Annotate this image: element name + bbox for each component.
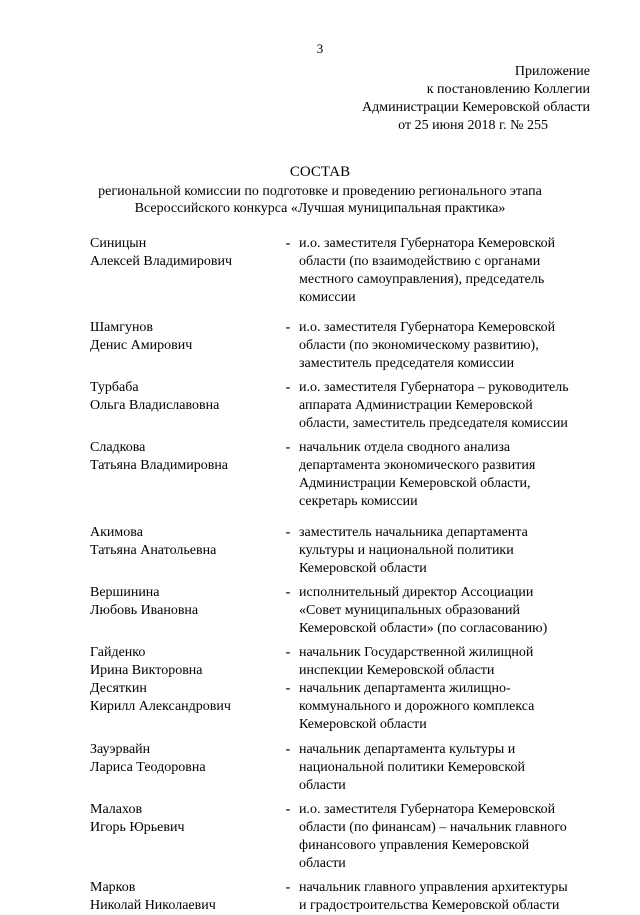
members-list	[0, 235, 640, 915]
document-title: СОСТАВ	[289, 164, 351, 180]
subtitle-line: Всероссийского конкурса «Лучшая муниципальная практика»	[134, 201, 506, 216]
member-role-line: национальной политики Кемеровской	[299, 760, 525, 775]
member-role-line: департамента экономического развития	[299, 458, 536, 473]
member-entry	[0, 524, 640, 578]
member-surname: Десяткин	[90, 681, 147, 696]
document-subtitle	[0, 183, 640, 217]
member-entry	[0, 741, 640, 795]
member-role-line: начальник главного управления архитектуры	[299, 880, 568, 895]
member-role-line: и градостроительства Кемеровской области	[299, 898, 560, 913]
member-name	[90, 584, 280, 620]
member-given-names: Игорь Юрьевич	[90, 820, 185, 835]
member-role-line: комиссии	[299, 290, 356, 305]
member-given-names: Николай Николаевич	[90, 898, 216, 913]
member-entry	[0, 584, 640, 638]
appendix-line: к постановлению Коллегии	[426, 82, 590, 97]
member-role	[299, 741, 599, 795]
member-role-line: финансового управления Кемеровской	[299, 838, 530, 853]
member-role-line: заместитель начальника департамента	[299, 525, 528, 540]
member-role-line: начальник Государственной жилищной	[299, 645, 534, 660]
member-surname: Акимова	[90, 525, 143, 540]
member-role-line: области, заместитель председателя комиссии	[299, 416, 568, 431]
member-entry	[0, 439, 640, 511]
page-number: 3	[316, 41, 324, 56]
member-name	[90, 319, 280, 355]
member-given-names: Татьяна Анатольевна	[90, 543, 217, 558]
member-entry	[0, 801, 640, 873]
member-role-line: исполнительный директор Ассоциации	[299, 585, 534, 600]
member-role-line: местного самоуправления), председатель	[299, 272, 545, 287]
member-role	[299, 879, 599, 915]
dash-separator: -	[285, 236, 291, 251]
appendix-line: Приложение	[514, 64, 590, 79]
member-role-line: области	[299, 856, 346, 871]
member-role-line: области (по экономическому развитию),	[299, 338, 539, 353]
member-name	[90, 680, 280, 716]
member-entry	[0, 379, 640, 433]
member-role	[299, 644, 599, 680]
member-role-line: начальник отдела сводного анализа	[299, 440, 511, 455]
member-surname: Малахов	[90, 802, 143, 817]
member-entry	[0, 879, 640, 915]
dash-separator: -	[285, 585, 291, 600]
dash-separator: -	[285, 742, 291, 757]
member-given-names: Татьяна Владимировна	[90, 458, 229, 473]
dash-separator: -	[285, 320, 291, 335]
member-surname: Сладкова	[90, 440, 146, 455]
member-role-line: и.о. заместителя Губернатора Кемеровской	[299, 320, 556, 335]
member-given-names: Алексей Владимирович	[90, 254, 233, 269]
member-surname: Синицын	[90, 236, 147, 251]
member-surname: Гайденко	[90, 645, 146, 660]
member-surname: Вершинина	[90, 585, 160, 600]
member-role-line: и.о. заместителя Губернатора Кемеровской	[299, 802, 556, 817]
member-given-names: Лариса Теодоровна	[90, 760, 206, 775]
member-role	[299, 439, 599, 511]
dash-separator: -	[285, 681, 291, 696]
dash-separator: -	[285, 440, 291, 455]
member-role-line: области (по взаимодействию с органами	[299, 254, 541, 269]
member-role	[299, 319, 599, 373]
member-surname: Шамгунов	[90, 320, 154, 335]
member-role	[299, 801, 599, 873]
member-name	[90, 741, 280, 777]
member-entry	[0, 319, 640, 373]
member-given-names: Ирина Викторовна	[90, 663, 203, 678]
appendix-line: от 25 июня 2018 г. № 255	[398, 118, 548, 133]
member-role-line: Кемеровской области	[299, 717, 427, 732]
member-role-line: коммунального и дорожного комплекса	[299, 699, 535, 714]
member-role-line: начальник департамента жилищно-	[299, 681, 511, 696]
member-role	[299, 680, 599, 734]
member-role	[299, 584, 599, 638]
appendix-block	[300, 63, 590, 135]
dash-separator: -	[285, 525, 291, 540]
member-role-line: «Совет муниципальных образований	[299, 603, 521, 618]
member-name	[90, 379, 280, 415]
dash-separator: -	[285, 645, 291, 660]
member-name	[90, 439, 280, 475]
member-entry	[0, 235, 640, 307]
member-entry	[0, 680, 640, 734]
member-role	[299, 524, 599, 578]
subtitle-line: региональной комиссии по подготовке и проведению регионального этапа	[98, 184, 542, 199]
member-name	[90, 235, 280, 271]
member-role-line: Кемеровской области» (по согласованию)	[299, 621, 548, 636]
member-role-line: аппарата Администрации Кемеровской	[299, 398, 533, 413]
member-role-line: и.о. заместителя Губернатора Кемеровской	[299, 236, 556, 251]
member-role-line: заместитель председателя комиссии	[299, 356, 515, 371]
member-name	[90, 879, 280, 915]
member-role-line: секретарь комиссии	[299, 494, 418, 509]
member-role	[299, 379, 599, 433]
member-name	[90, 644, 280, 680]
member-role-line: начальник департамента культуры и	[299, 742, 516, 757]
member-role-line: инспекции Кемеровской области	[299, 663, 495, 678]
member-surname: Марков	[90, 880, 136, 895]
member-given-names: Денис Амирович	[90, 338, 193, 353]
member-given-names: Ольга Владиславовна	[90, 398, 220, 413]
member-role-line: области (по финансам) – начальник главного	[299, 820, 567, 835]
member-name	[90, 524, 280, 560]
member-surname: Турбаба	[90, 380, 139, 395]
member-given-names: Кирилл Александрович	[90, 699, 231, 714]
member-role-line: культуры и национальной политики	[299, 543, 514, 558]
dash-separator: -	[285, 380, 291, 395]
dash-separator: -	[285, 880, 291, 895]
member-role-line: Администрации Кемеровской области,	[299, 476, 531, 491]
member-role-line: Кемеровской области	[299, 561, 427, 576]
member-given-names: Любовь Ивановна	[90, 603, 199, 618]
member-entry	[0, 644, 640, 680]
member-name	[90, 801, 280, 837]
member-role	[299, 235, 599, 307]
member-role-line: области	[299, 778, 346, 793]
member-role-line: и.о. заместителя Губернатора – руководитель	[299, 380, 569, 395]
member-surname: Зауэрвайн	[90, 742, 151, 757]
dash-separator: -	[285, 802, 291, 817]
appendix-line: Администрации Кемеровской области	[362, 100, 590, 115]
